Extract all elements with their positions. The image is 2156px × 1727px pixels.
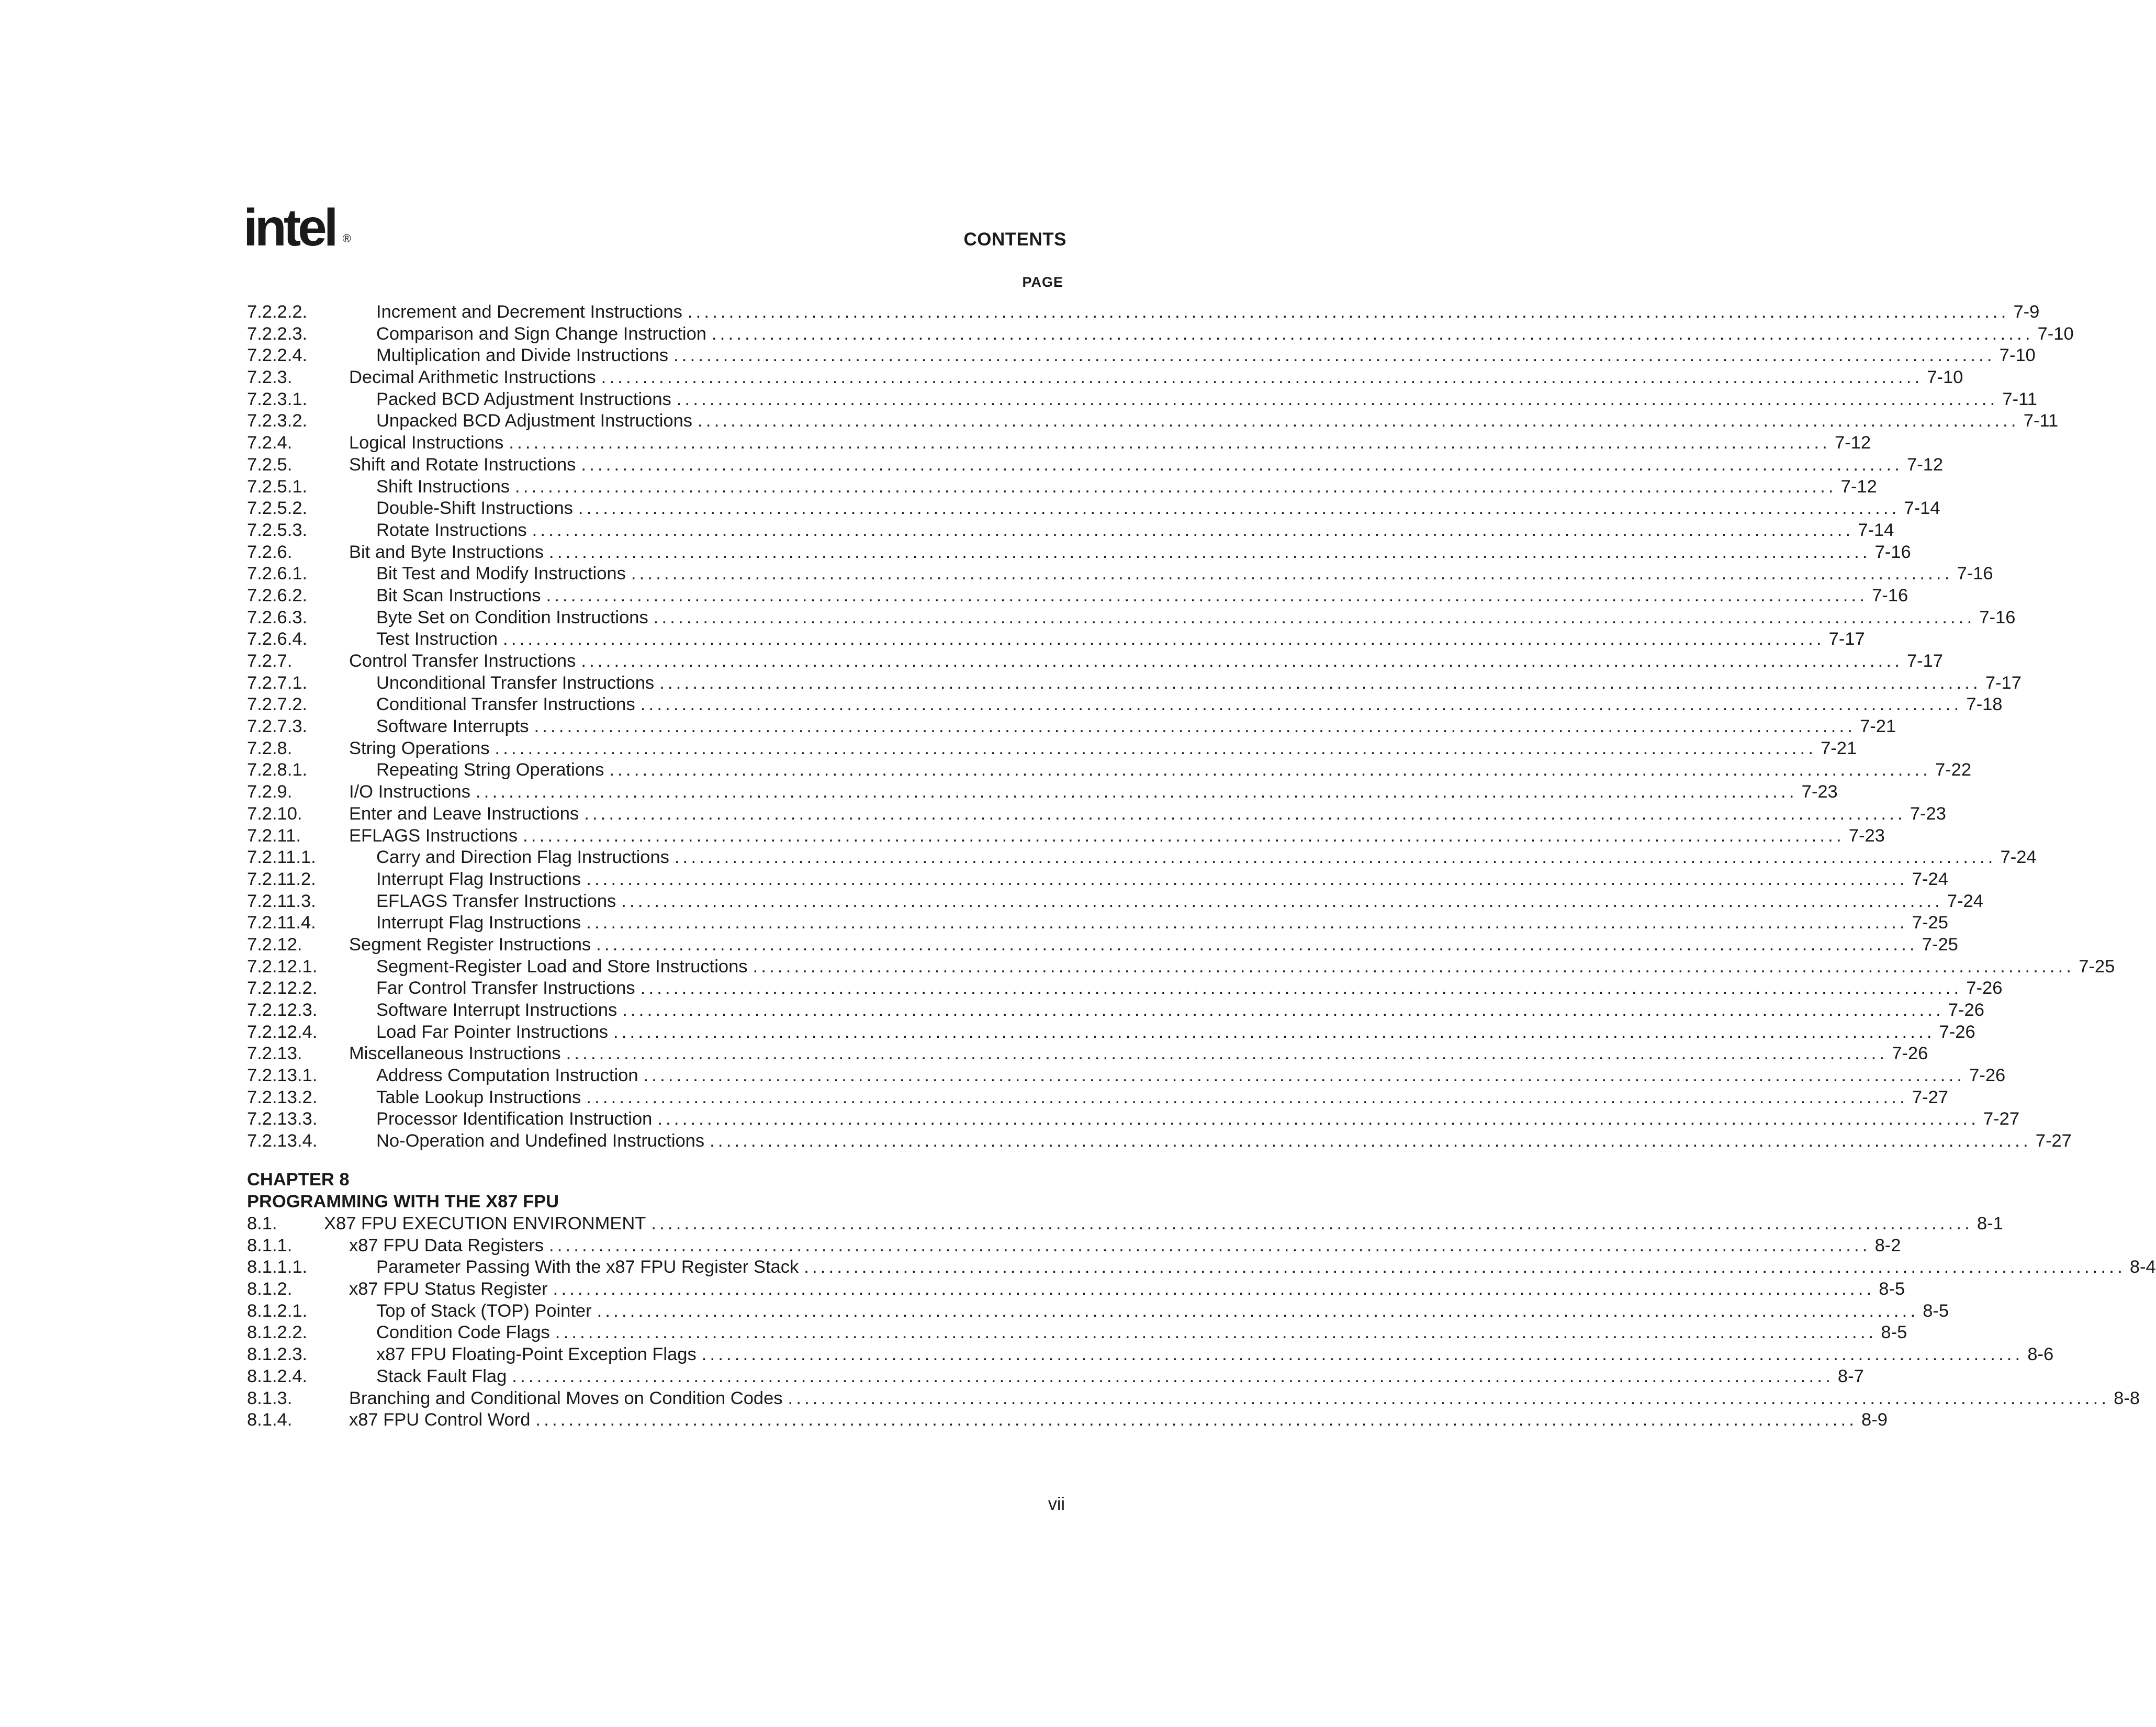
toc-entry[interactable] (247, 563, 1993, 585)
toc-entry-title: X87 FPU EXECUTION ENVIRONMENT (324, 1214, 646, 1233)
toc-entry-number: 7.2.13. (247, 1044, 302, 1064)
toc-entry-number: 7.2.8. (247, 738, 293, 758)
toc-entry[interactable] (247, 476, 1877, 498)
toc-entry[interactable] (247, 389, 2037, 411)
toc-entry-title: Bit and Byte Instructions (349, 542, 544, 562)
toc-entry-number: 7.2.12. (247, 934, 302, 955)
toc-entry[interactable] (247, 825, 1885, 847)
toc-entry-title: I/O Instructions (349, 782, 470, 802)
dot-leader: ................................................................................................................................................................ (788, 1388, 2110, 1408)
toc-entry-page: 7-24 (1912, 869, 1948, 889)
toc-entry-title: EFLAGS Instructions (349, 825, 518, 846)
toc-entry-page: 7-10 (1927, 367, 1963, 388)
toc-entry[interactable] (247, 956, 2115, 978)
toc-entry-number: 7.2.7.2. (247, 694, 308, 715)
toc-entry-number: 7.2.5.2. (247, 498, 308, 519)
toc-entry-page: 8-5 (1881, 1322, 1907, 1343)
toc-entry[interactable] (247, 716, 1896, 738)
toc-entry[interactable] (247, 869, 1948, 891)
toc-entry[interactable] (247, 323, 2074, 345)
toc-entry-number: 7.2.11.1. (247, 847, 316, 868)
toc-entry-number: 7.2.13.2. (247, 1087, 318, 1107)
dot-leader: ................................................................................................................................................................ (566, 1044, 1888, 1064)
dot-leader: ................................................................................................................................................................ (512, 1366, 1834, 1386)
toc-entry-page: 8-5 (1879, 1279, 1905, 1299)
logo-text: intel (243, 198, 335, 257)
toc-entry[interactable] (247, 1130, 2072, 1152)
toc-entry-number: 7.2.2.4. (247, 345, 308, 366)
toc-entry-page: 7-16 (1874, 542, 1911, 562)
toc-entry-number: 7.2.13.1. (247, 1066, 318, 1086)
dot-leader: ................................................................................................................................................................ (503, 629, 1825, 649)
chapter-label: CHAPTER 8 (247, 1170, 350, 1190)
toc-entry-number: 7.2.6.2. (247, 585, 308, 605)
toc-entry-number: 7.2.2.3. (247, 323, 308, 344)
toc-entry-title: Shift and Rotate Instructions (349, 454, 576, 475)
toc-entry-number: 7.2.6.4. (247, 629, 308, 649)
dot-leader: ................................................................................................................................................................ (676, 389, 1998, 409)
toc-entry[interactable] (247, 781, 1838, 803)
toc-entry-number: 7.2.11.4. (247, 913, 316, 933)
toc-entry[interactable] (247, 1000, 1984, 1022)
toc-entry-page: 7-10 (2037, 323, 2074, 344)
dot-leader: ................................................................................................................................................................ (657, 1109, 1979, 1129)
toc-entry[interactable] (247, 1344, 2054, 1366)
toc-entry[interactable] (247, 1065, 2006, 1087)
dot-leader: ................................................................................................................................................................ (532, 520, 1854, 540)
toc-entry-title: x87 FPU Control Word (349, 1410, 531, 1430)
dot-leader: ................................................................................................................................................................ (495, 738, 1817, 758)
toc-entry-title: Miscellaneous Instructions (349, 1044, 561, 1064)
toc-entry-page: 8-4 (2129, 1257, 2156, 1277)
toc-entry-number: 7.2.11.3. (247, 891, 316, 911)
dot-leader: ................................................................................................................................................................ (534, 716, 1856, 737)
toc-entry-page: 7-12 (1840, 476, 1877, 497)
toc-entry-number: 7.2.2.2. (247, 302, 308, 322)
toc-entry[interactable] (247, 1235, 1901, 1257)
toc-entry-title: Packed BCD Adjustment Instructions (376, 389, 671, 409)
dot-leader: ................................................................................................................................................................ (523, 825, 1845, 846)
toc-entry-page: 8-2 (1874, 1235, 1901, 1255)
dot-leader: ................................................................................................................................................................ (643, 1066, 1966, 1086)
toc-entry-title: Bit Test and Modify Instructions (376, 564, 626, 584)
toc-entry-page: 7-21 (1821, 738, 1857, 758)
toc-entry[interactable] (247, 1300, 1949, 1322)
toc-entry-page: 7-23 (1801, 782, 1838, 802)
toc-entry-title: Far Control Transfer Instructions (376, 978, 635, 999)
dot-leader: ................................................................................................................................................................ (674, 847, 1996, 868)
toc-entry-number: 7.2.6. (247, 542, 293, 562)
toc-entry-title: Conditional Transfer Instructions (376, 694, 635, 715)
dot-leader: ................................................................................................................................................................ (804, 1257, 2126, 1277)
toc-entry[interactable] (247, 672, 2022, 694)
toc-entry[interactable] (247, 542, 1911, 564)
toc-entry[interactable] (247, 1322, 1907, 1344)
dot-leader: ................................................................................................................................................................ (710, 1131, 2031, 1151)
toc-entry[interactable] (247, 738, 1857, 760)
toc-entry-number: 8.1.3. (247, 1388, 293, 1408)
toc-entry-page: 7-26 (1969, 1066, 2006, 1086)
toc-entry-number: 7.2.12.4. (247, 1022, 318, 1042)
toc-entry[interactable] (247, 912, 1948, 934)
toc-entry-page: 7-12 (1907, 454, 1944, 475)
dot-leader: ................................................................................................................................................................ (548, 1235, 1871, 1255)
toc-entry[interactable] (247, 629, 1865, 651)
toc-entry-number: 7.2.7.3. (247, 716, 308, 737)
toc-entry-title: Repeating String Operations (376, 760, 604, 780)
toc-entry-number: 7.2.11.2. (247, 869, 316, 889)
toc-entry-title: Parameter Passing With the x87 FPU Register Stack (376, 1257, 799, 1277)
toc-entry-page: 8-1 (1977, 1214, 2003, 1233)
chapter-title: PROGRAMMING WITH THE X87 FPU (247, 1191, 559, 1212)
toc-entry-number: 7.2.11. (247, 825, 301, 846)
toc-entry-title: EFLAGS Transfer Instructions (376, 891, 616, 911)
toc-entry-page: 7-27 (2035, 1131, 2072, 1151)
toc-entry[interactable] (247, 1108, 2020, 1130)
dot-leader: ................................................................................................................................................................ (549, 542, 1871, 562)
toc-entry-page: 7-23 (1848, 825, 1885, 846)
toc-entry[interactable] (247, 1043, 1928, 1065)
toc-entry-number: 7.2.3.1. (247, 389, 308, 409)
toc-entry-number: 7.2.5.3. (247, 520, 308, 540)
toc-entry-page: 7-24 (2000, 847, 2037, 868)
dot-leader: ................................................................................................................................................................ (578, 498, 1900, 519)
toc-entry-title: Rotate Instructions (376, 520, 527, 540)
toc-entry-title: Processor Identification Instruction (376, 1109, 653, 1129)
toc-entry[interactable] (247, 651, 1944, 672)
toc-entry-number: 7.2.13.3. (247, 1109, 318, 1129)
toc-entry-page: 7-21 (1860, 716, 1896, 737)
toc-entry-title: Multiplication and Divide Instructions (376, 345, 669, 366)
toc-entry-number: 7.2.3.2. (247, 411, 308, 431)
dot-leader: ................................................................................................................................................................ (584, 803, 1906, 824)
toc-entry-title: x87 FPU Data Registers (349, 1235, 544, 1255)
toc-list-top (247, 301, 2115, 1152)
toc-entry[interactable] (247, 498, 1940, 520)
dot-leader: ................................................................................................................................................................ (586, 869, 1908, 889)
toc-entry-page: 7-16 (1979, 607, 2016, 627)
dot-leader: ................................................................................................................................................................ (621, 891, 1943, 911)
dot-leader: ................................................................................................................................................................ (622, 1000, 1944, 1020)
toc-entry-page: 7-26 (1966, 978, 2003, 999)
toc-entry-title: Interrupt Flag Instructions (376, 913, 581, 933)
toc-entry-number: 7.2.4. (247, 433, 293, 453)
toc-entry-page: 7-18 (1966, 694, 2003, 715)
toc-entry-page: 7-10 (1999, 345, 2036, 366)
toc-entry-number: 7.2.7.1. (247, 672, 308, 693)
toc-entry-page: 7-17 (1985, 672, 2022, 693)
dot-leader: ................................................................................................................................................................ (640, 978, 1962, 999)
toc-entry-number: 8.1.4. (247, 1410, 293, 1430)
toc-entry-page: 7-11 (2023, 411, 2059, 431)
toc-entry-title: Byte Set on Condition Instructions (376, 607, 648, 627)
toc-entry-title: Shift Instructions (376, 476, 510, 497)
toc-entry[interactable] (247, 1213, 2003, 1235)
toc-entry[interactable] (247, 1087, 1948, 1109)
toc-entry[interactable] (247, 454, 1944, 476)
toc-entry-title: Segment Register Instructions (349, 934, 591, 955)
toc-entry-title: Bit Scan Instructions (376, 585, 541, 605)
toc-entry-page: 7-11 (2002, 389, 2037, 409)
page-number: vii (1048, 1494, 1065, 1514)
toc-entry-number: 8.1.2. (247, 1279, 293, 1299)
toc-entry[interactable] (247, 978, 2003, 1000)
toc-entry-page: 7-24 (1947, 891, 1983, 911)
toc-entry-page: 7-16 (1957, 564, 1993, 584)
toc-entry-number: 7.2.7. (247, 651, 293, 671)
toc-entry[interactable] (247, 301, 2040, 323)
dot-leader: ................................................................................................................................................................ (601, 367, 1923, 388)
toc-entry-title: Carry and Direction Flag Instructions (376, 847, 669, 868)
toc-entry-page: 7-25 (2079, 956, 2115, 977)
toc-entry-page: 7-22 (1935, 760, 1972, 780)
toc-entry-title: Address Computation Instruction (376, 1066, 638, 1086)
toc-entry-page: 8-5 (1923, 1300, 1949, 1321)
toc-entry-number: 7.2.8.1. (247, 760, 308, 780)
toc-entry-title: String Operations (349, 738, 490, 758)
dot-leader: ................................................................................................................................................................ (586, 913, 1908, 933)
toc-entry-page: 7-14 (1904, 498, 1940, 519)
toc-entry[interactable] (247, 1279, 1905, 1300)
registered-mark: ® (342, 232, 351, 245)
toc-entry[interactable] (247, 759, 1972, 781)
toc-entry-number: 7.2.12.2. (247, 978, 318, 999)
toc-entry[interactable] (247, 891, 1983, 913)
toc-entry-number: 7.2.6.3. (247, 607, 308, 627)
toc-entry[interactable] (247, 803, 1946, 825)
toc-entry-title: Branching and Conditional Moves on Condition Codes (349, 1388, 783, 1408)
toc-entry-title: Software Interrupt Instructions (376, 1000, 617, 1020)
dot-leader: ................................................................................................................................................................ (673, 345, 1995, 366)
dot-leader: ................................................................................................................................................................ (581, 651, 1903, 671)
page-title: CONTENTS (963, 229, 1066, 250)
toc-entry-title: Top of Stack (TOP) Pointer (376, 1300, 592, 1321)
toc-entry-number: 7.2.12.3. (247, 1000, 318, 1020)
dot-leader: ................................................................................................................................................................ (698, 411, 2019, 431)
toc-entry-number: 7.2.5. (247, 454, 293, 475)
toc-entry-page: 8-7 (1837, 1366, 1864, 1386)
dot-leader: ................................................................................................................................................................ (701, 1344, 2024, 1365)
toc-entry-page: 7-27 (1983, 1109, 2020, 1129)
dot-leader: ................................................................................................................................................................ (581, 454, 1903, 475)
toc-entry-page: 7-17 (1906, 651, 1944, 671)
toc-entry-page: 7-26 (1892, 1044, 1928, 1064)
toc-entry-title: Decimal Arithmetic Instructions (349, 367, 596, 388)
toc-entry[interactable] (247, 585, 1908, 607)
toc-entry-number: 7.2.12.1. (247, 956, 318, 977)
toc-entry-title: x87 FPU Status Register (349, 1279, 548, 1299)
toc-entry[interactable] (247, 345, 2036, 367)
toc-entry-title: Comparison and Sign Change Instruction (376, 323, 706, 344)
dot-leader: ................................................................................................................................................................ (509, 433, 1831, 453)
toc-list-bottom (247, 1213, 2156, 1431)
intel-logo (243, 198, 351, 257)
toc-entry-title: Unpacked BCD Adjustment Instructions (376, 411, 693, 431)
toc-entry-title: Unconditional Transfer Instructions (376, 672, 655, 693)
toc-entry-title: Test Instruction (376, 629, 498, 649)
dot-leader: ................................................................................................................................................................ (535, 1410, 1858, 1430)
toc-entry-page: 7-17 (1828, 629, 1865, 649)
toc-entry[interactable] (247, 432, 1871, 454)
toc-entry-title: Condition Code Flags (376, 1322, 550, 1343)
toc-entry-page: 7-25 (1922, 934, 1958, 955)
toc-entry-title: Interrupt Flag Instructions (376, 869, 581, 889)
dot-leader: ................................................................................................................................................................ (553, 1279, 1875, 1299)
dot-leader: ................................................................................................................................................................ (555, 1322, 1877, 1343)
toc-entry-number: 7.2.9. (247, 782, 293, 802)
toc-entry[interactable] (247, 367, 1963, 389)
toc-entry-number: 7.2.13.4. (247, 1131, 318, 1151)
toc-entry-title: Software Interrupts (376, 716, 529, 737)
toc-entry-title: Logical Instructions (349, 433, 504, 453)
toc-entry-number: 7.2.6.1. (247, 564, 308, 584)
toc-entry-title: Segment-Register Load and Store Instructions (376, 956, 748, 977)
toc-entry-page: 8-6 (2027, 1344, 2054, 1365)
toc-entry[interactable] (247, 1388, 2140, 1410)
toc-entry-number: 8.1. (247, 1214, 277, 1233)
dot-leader: ................................................................................................................................................................ (659, 672, 1981, 693)
toc-entry[interactable] (247, 847, 2037, 869)
toc-entry[interactable] (247, 694, 2003, 716)
chapter-heading (247, 1169, 559, 1213)
dot-leader: ................................................................................................................................................................ (753, 956, 2075, 977)
dot-leader: ................................................................................................................................................................ (711, 323, 2034, 344)
toc-entry[interactable] (247, 520, 1894, 542)
toc-entry-title: No-Operation and Undefined Instructions (376, 1131, 705, 1151)
toc-entry-title: Stack Fault Flag (376, 1366, 507, 1386)
toc-entry-number: 7.2.10. (247, 803, 302, 824)
toc-entry-page: 7-25 (1912, 913, 1948, 933)
dot-leader: ................................................................................................................................................................ (609, 760, 1931, 780)
toc-entry-page: 7-14 (1858, 520, 1894, 540)
toc-entry[interactable] (247, 934, 1958, 956)
dot-leader: ................................................................................................................................................................ (640, 694, 1962, 715)
toc-entry-title: Load Far Pointer Instructions (376, 1022, 608, 1042)
toc-entry[interactable] (247, 1022, 1975, 1044)
dot-leader: ................................................................................................................................................................ (687, 302, 2009, 322)
toc-entry[interactable] (247, 410, 2059, 432)
toc-entry-title: Enter and Leave Instructions (349, 803, 579, 824)
toc-entry-number: 8.1.1. (247, 1235, 293, 1255)
toc-entry-number: 8.1.2.2. (247, 1322, 308, 1343)
toc-entry-number: 7.2.3. (247, 367, 293, 388)
toc-entry-page: 7-9 (2013, 302, 2040, 322)
toc-entry-page: 7-26 (1948, 1000, 1984, 1020)
toc-entry-title: Table Lookup Instructions (376, 1087, 581, 1107)
dot-leader: ................................................................................................................................................................ (651, 1214, 1973, 1233)
dot-leader: ................................................................................................................................................................ (546, 585, 1868, 605)
toc-entry-page: 7-12 (1834, 433, 1871, 453)
page-column-label: PAGE (1022, 274, 1063, 290)
toc-entry-title: Control Transfer Instructions (349, 651, 576, 671)
toc-entry-number: 8.1.2.3. (247, 1344, 308, 1365)
toc-entry-number: 7.2.5.1. (247, 476, 308, 497)
dot-leader: ................................................................................................................................................................ (515, 476, 1837, 497)
toc-entry-title: x87 FPU Floating-Point Exception Flags (376, 1344, 697, 1365)
dot-leader: ................................................................................................................................................................ (653, 607, 1975, 627)
dot-leader: ................................................................................................................................................................ (597, 1300, 1919, 1321)
toc-entry[interactable] (247, 1409, 1888, 1431)
toc-entry[interactable] (247, 1366, 1864, 1388)
dot-leader: ................................................................................................................................................................ (631, 564, 1953, 584)
toc-entry[interactable] (247, 1257, 2156, 1279)
toc-entry-page: 8-8 (2114, 1388, 2140, 1408)
toc-entry-number: 8.1.2.1. (247, 1300, 308, 1321)
toc-entry-title: Increment and Decrement Instructions (376, 302, 682, 322)
dot-leader: ................................................................................................................................................................ (476, 782, 1798, 802)
toc-entry-page: 7-23 (1910, 803, 1946, 824)
dot-leader: ................................................................................................................................................................ (586, 1087, 1908, 1107)
toc-entry-page: 7-16 (1872, 585, 1908, 605)
toc-entry-page: 7-27 (1912, 1087, 1948, 1107)
toc-entry-title: Double-Shift Instructions (376, 498, 573, 519)
toc-entry[interactable] (247, 607, 2016, 629)
toc-entry-page: 8-9 (1861, 1410, 1888, 1430)
dot-leader: ................................................................................................................................................................ (596, 934, 1918, 955)
toc-entry-number: 8.1.1.1. (247, 1257, 308, 1277)
dot-leader: ................................................................................................................................................................ (613, 1022, 1935, 1042)
toc-entry-page: 7-26 (1939, 1022, 1975, 1042)
toc-entry-number: 8.1.2.4. (247, 1366, 308, 1386)
